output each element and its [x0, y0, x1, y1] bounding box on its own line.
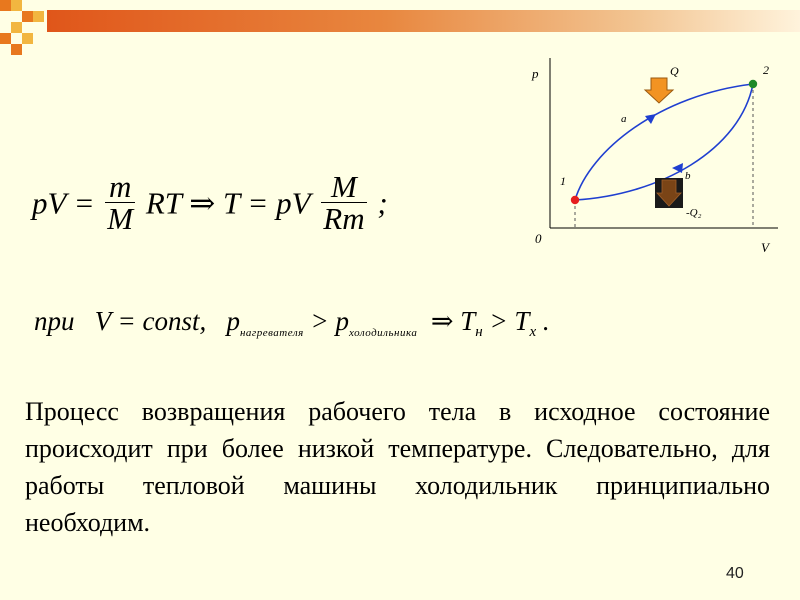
decor-square	[11, 22, 22, 33]
fraction-M-over-Rm	[321, 169, 366, 236]
down-arrow-icon	[655, 178, 683, 208]
decor-square	[0, 33, 11, 44]
decor-square	[0, 0, 11, 11]
title-bar	[47, 10, 800, 32]
decor-square	[33, 11, 44, 22]
decor-square	[22, 33, 33, 44]
implies-arrow: ⇒	[430, 306, 454, 336]
down-arrow-icon	[645, 78, 673, 103]
pressure-cooler: p	[335, 306, 349, 336]
formula-end: ;	[377, 185, 388, 221]
temperature-cooler-subscript: х	[529, 324, 537, 340]
formula-temperature-condition	[34, 306, 550, 341]
pressure-heater-subscript: нагревателя	[239, 327, 304, 339]
origin-label: 0	[535, 231, 542, 246]
formula-lhs: pV =	[32, 185, 95, 221]
temperature-cooler: T	[514, 306, 530, 336]
path-b-label: b	[685, 170, 691, 182]
formula-dot: .	[542, 306, 550, 336]
pressure-cooler-subscript: холодильника	[349, 327, 418, 339]
fraction-m-over-M	[105, 169, 135, 236]
pressure-heater: p	[226, 306, 240, 336]
point-1	[571, 196, 579, 204]
fraction-denominator: Rm	[323, 201, 365, 236]
formula-word: при	[34, 306, 75, 336]
page-number: 40	[726, 565, 744, 582]
greater-than-2: >	[489, 306, 508, 336]
pv-diagram	[520, 50, 780, 265]
path-a-label: a	[621, 113, 627, 125]
point-2-label: 2	[763, 63, 769, 77]
point-1-label: 1	[560, 174, 566, 188]
greater-than: >	[310, 306, 329, 336]
axis-x-label: V	[761, 240, 769, 255]
body-paragraph: Процесс возвращения рабочего тела в исходное состояние происходит при более низкой температуре. Следовательно, для работы тепловой машины холодильник принципиально необходим.	[25, 397, 770, 537]
direction-arrow-b	[672, 163, 683, 173]
fraction-numerator: M	[331, 169, 357, 204]
heat-out-label: -Q₂	[686, 207, 702, 219]
heat-in-label: Q	[670, 64, 679, 78]
temperature-heater-subscript: н	[475, 324, 483, 340]
formula-middle: RT ⇒ T = pV	[145, 185, 311, 221]
decor-square	[22, 11, 33, 22]
fraction-numerator: m	[109, 169, 132, 204]
axis-y-label: p	[532, 66, 539, 81]
fraction-denominator: M	[107, 201, 134, 236]
formula-condition: V = const,	[94, 306, 207, 336]
temperature-heater: T	[460, 306, 476, 336]
formula-ideal-gas	[32, 169, 388, 236]
decor-square	[11, 44, 22, 55]
decor-square	[11, 0, 22, 11]
point-2	[749, 80, 757, 88]
